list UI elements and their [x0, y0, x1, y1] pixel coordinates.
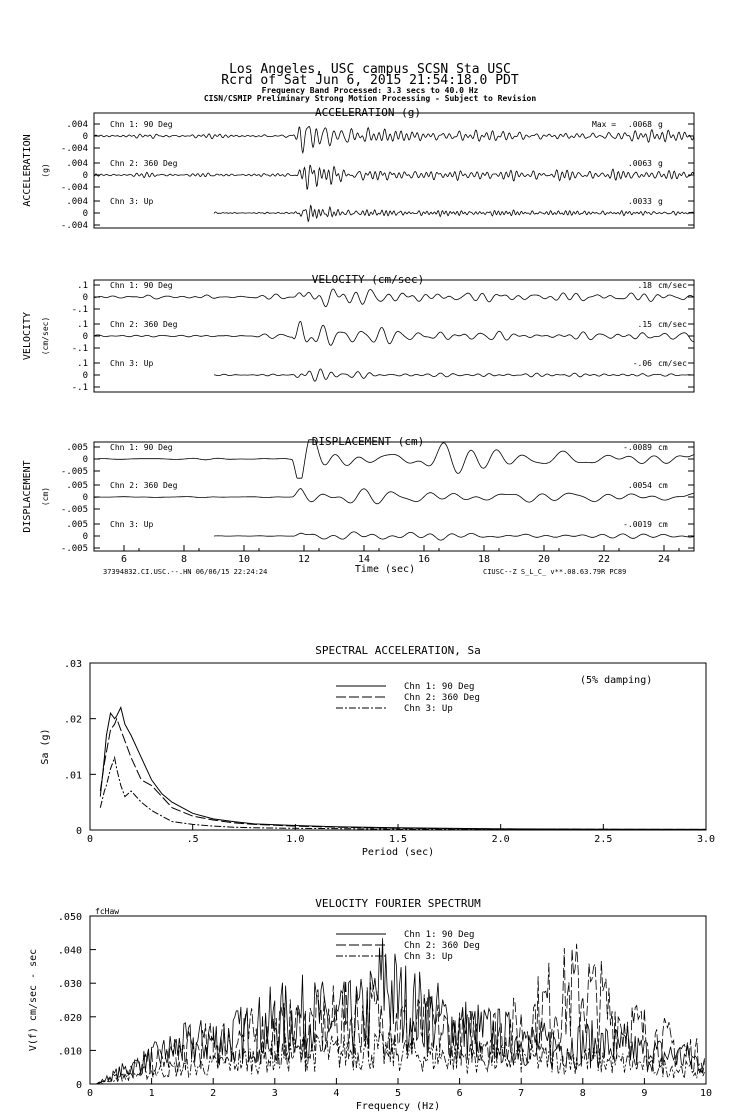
y-tick-label: .020 [57, 1012, 82, 1024]
x-tick-label: 1.5 [388, 834, 408, 845]
header-line3: Frequency Band Processed: 3.3 secs to 40.0 Hz [261, 86, 479, 95]
panel-unit-label: (g) [41, 163, 50, 178]
x-tick-label: 10 [237, 554, 251, 565]
channel-label: Chn 1: 90 Deg [110, 120, 173, 129]
y-tick-label: 0 [82, 371, 88, 381]
footer-right: CIUSC--Z S_L_C_ v**.08.63.79R PC89 [483, 568, 627, 576]
legend-label: Chn 1: 90 Deg [404, 682, 475, 692]
x-tick-label: 18 [477, 554, 491, 565]
legend-label: Chn 3: Up [404, 952, 453, 962]
channel-label: Chn 1: 90 Deg [110, 443, 173, 452]
channel-label: Chn 2: 360 Deg [110, 481, 178, 490]
x-tick-label: 6 [120, 554, 128, 565]
channel-max-unit: cm [658, 520, 668, 529]
y-tick-label: .050 [57, 912, 82, 923]
panel-unit-label: (cm/sec) [41, 316, 50, 356]
x-tick-label: 6 [456, 1088, 463, 1099]
spectrum-frame [90, 663, 706, 830]
y-tick-label: 0 [75, 826, 82, 837]
channel-max-unit: cm [658, 481, 668, 490]
time-series-panel-0 [94, 113, 694, 228]
channel-max-value: .0054 [627, 481, 652, 490]
x-axis-label: Frequency (Hz) [355, 1101, 441, 1112]
y-tick-label: -.005 [60, 467, 88, 477]
channel-max-unit: g [658, 120, 663, 129]
y-tick-label: -.004 [60, 221, 88, 231]
channel-max-unit: cm/sec [658, 359, 687, 368]
series-line-1 [100, 708, 706, 830]
waveform-trace [94, 127, 694, 153]
y-tick-label: 0 [82, 293, 88, 303]
panel-ylabel: VELOCITY [22, 311, 33, 361]
channel-max-value: .18 [637, 281, 652, 290]
waveform-trace [214, 369, 694, 381]
y-tick-label: -.004 [60, 144, 88, 154]
y-tick-label: .030 [57, 979, 82, 991]
x-tick-label: 8 [579, 1088, 586, 1099]
x-tick-label: 24 [657, 554, 671, 565]
y-tick-label: .01 [63, 770, 82, 782]
y-tick-label: .03 [63, 659, 82, 670]
time-series-panel-1 [94, 280, 694, 392]
x-axis-label: Time (sec) [354, 564, 416, 575]
channel-label: Chn 3: Up [110, 359, 154, 368]
panel-unit-label: (cm) [41, 486, 50, 507]
waveform-trace [94, 289, 694, 307]
y-tick-label: .005 [66, 520, 88, 530]
waveform-trace [94, 489, 694, 504]
x-tick-label: 14 [357, 554, 371, 565]
x-tick-label: 1.0 [286, 834, 305, 845]
y-tick-label: .005 [66, 481, 88, 491]
channel-max-unit: g [658, 197, 663, 206]
waveform-trace [214, 532, 694, 540]
y-tick-label: .004 [66, 120, 88, 130]
header-line1: Los Angeles, USC campus SCSN Sta USC [229, 62, 511, 77]
legend-label: Chn 2: 360 Deg [404, 941, 480, 951]
header-line4: CISN/CSMIP Preliminary Strong Motion Processing - Subject to Revision [203, 94, 537, 103]
waveform-trace [94, 165, 694, 189]
y-tick-label: .040 [57, 945, 82, 957]
channel-max-unit: cm/sec [658, 281, 687, 290]
y-tick-label: 0 [82, 132, 88, 142]
max-prefix: Max = [592, 120, 617, 129]
report-header [204, 62, 537, 103]
series-line-3 [100, 758, 706, 830]
y-tick-label: -.005 [60, 505, 88, 515]
y-tick-label: .1 [77, 359, 88, 369]
y-tick-label: 0 [82, 171, 88, 181]
x-tick-label: 4 [333, 1088, 340, 1099]
y-tick-label: .004 [66, 197, 88, 207]
x-axis-label: Period (sec) [361, 847, 435, 858]
channel-max-value: -.0019 [623, 520, 652, 529]
y-tick-label: 0 [82, 455, 88, 465]
legend-label: Chn 1: 90 Deg [404, 930, 475, 940]
waveform-trace [214, 206, 694, 222]
channel-max-value: .0033 [627, 197, 652, 206]
x-tick-label: 3.0 [696, 834, 716, 845]
legend-label: Chn 3: Up [404, 704, 453, 714]
x-tick-label: 2.5 [594, 834, 613, 845]
x-tick-label: 20 [537, 554, 551, 565]
x-tick-label: 22 [597, 554, 611, 565]
channel-max-unit: cm [658, 443, 668, 452]
x-tick-label: 1 [148, 1088, 155, 1099]
channel-max-unit: g [658, 159, 663, 168]
x-tick-label: 16 [417, 554, 431, 565]
channel-label: Chn 2: 360 Deg [110, 320, 178, 329]
channel-max-value: .0068 [627, 120, 652, 129]
y-tick-label: -.005 [60, 544, 88, 554]
y-tick-label: 0 [82, 209, 88, 219]
y-tick-label: -.004 [60, 183, 88, 193]
y-tick-label: 0 [82, 332, 88, 342]
y-tick-label: .1 [77, 281, 88, 291]
panel-title: DISPLACEMENT (cm) [311, 435, 425, 448]
x-tick-label: 12 [297, 554, 311, 565]
footer-left: 37394832.CI.USC.--.HN 06/06/15 22:24:24 [103, 568, 268, 576]
x-tick-label: 8 [180, 554, 188, 565]
x-tick-label: 2 [210, 1088, 217, 1099]
channel-max-value: -.0089 [623, 443, 652, 452]
y-tick-label: .1 [77, 320, 88, 330]
y-tick-label: -.1 [71, 344, 88, 354]
legend-label: Chn 2: 360 Deg [404, 693, 480, 703]
x-tick-label: 3 [271, 1088, 278, 1099]
panel-ylabel: DISPLACEMENT [22, 460, 33, 533]
spectrum-title: VELOCITY FOURIER SPECTRUM [315, 897, 481, 910]
y-tick-label: .02 [63, 714, 82, 726]
x-tick-label: .5 [186, 834, 199, 845]
damping-annotation: (5% damping) [580, 675, 653, 686]
y-tick-label: 0 [75, 1080, 82, 1091]
y-tick-label: .010 [57, 1046, 82, 1058]
y-tick-label: 0 [82, 493, 88, 503]
y-tick-label: 0 [82, 532, 88, 542]
channel-max-value: .0063 [627, 159, 652, 168]
y-axis-label: V(f) cm/sec - sec [28, 948, 39, 1052]
chart-layer [22, 106, 715, 1112]
panel-title: VELOCITY (cm/sec) [311, 273, 425, 286]
y-axis-label: Sa (g) [40, 728, 51, 765]
y-tick-label: -.1 [71, 305, 88, 315]
channel-max-value: .15 [637, 320, 652, 329]
panel-title: ACCELERATION (g) [315, 106, 421, 119]
channel-label: Chn 3: Up [110, 197, 154, 206]
x-tick-label: 9 [641, 1088, 648, 1099]
header-line2: Rcrd of Sat Jun 6, 2015 21:54:18.0 PDT [221, 73, 519, 88]
x-tick-label: 2.0 [491, 834, 510, 845]
channel-label: Chn 1: 90 Deg [110, 281, 173, 290]
channel-max-unit: cm/sec [658, 320, 687, 329]
y-tick-label: .004 [66, 159, 88, 169]
time-series-panel-2 [94, 440, 694, 551]
waveform-trace [94, 321, 694, 345]
channel-max-value: -.06 [632, 359, 652, 368]
channel-label: Chn 2: 360 Deg [110, 159, 178, 168]
x-tick-label: 0 [86, 834, 94, 845]
x-tick-label: 7 [518, 1088, 525, 1099]
x-tick-label: 0 [86, 1088, 94, 1099]
y-tick-label: .005 [66, 443, 88, 453]
spectrum-title: SPECTRAL ACCELERATION, Sa [315, 644, 481, 657]
y-tick-label: -.1 [71, 383, 88, 393]
panel-ylabel: ACCELERATION [22, 134, 33, 207]
channel-label: Chn 3: Up [110, 520, 154, 529]
x-tick-label: 10 [699, 1088, 713, 1099]
corner-label: fcHaw [95, 907, 120, 916]
x-tick-label: 5 [394, 1088, 402, 1099]
